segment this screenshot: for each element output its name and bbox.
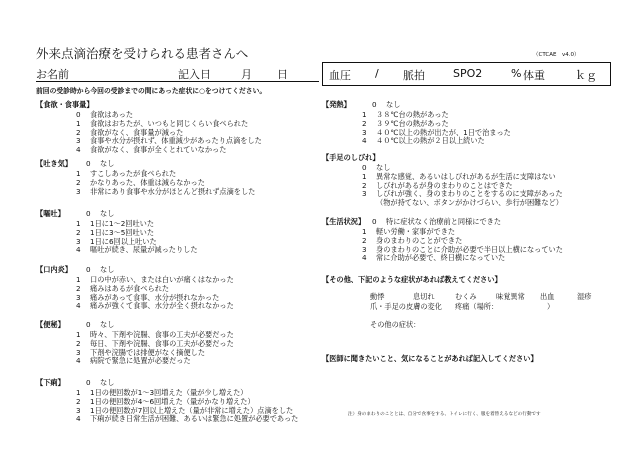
option-number: 2 bbox=[362, 235, 367, 245]
option-number: 2 bbox=[76, 127, 81, 137]
option-text: 身のまわりのことに介助が必要で半日以上横になっていた bbox=[376, 244, 563, 254]
option-row[interactable] bbox=[76, 245, 198, 255]
section-header: 【吐き気】 bbox=[36, 159, 72, 168]
vitals-box[interactable] bbox=[322, 62, 611, 86]
option-text: なし bbox=[100, 209, 115, 218]
section-header: 【口内炎】 bbox=[36, 265, 72, 274]
section-header: 【発熱】 bbox=[322, 100, 351, 109]
option-number: 1 bbox=[76, 330, 81, 339]
option-text: かなりあった、体重は減らなかった bbox=[90, 177, 205, 187]
option-text: なし bbox=[100, 159, 115, 168]
left-column bbox=[36, 100, 326, 424]
option-number: 0 bbox=[86, 378, 91, 387]
option-row[interactable] bbox=[86, 320, 114, 330]
option-number: 1 bbox=[362, 110, 367, 119]
option-number: 4 bbox=[76, 145, 81, 155]
option-row bbox=[362, 198, 563, 208]
option-text: 特に症状なく治療前と同様にできた bbox=[386, 217, 502, 226]
other-symptoms-header: 【その他、下記のような症状があれば教えてください】 bbox=[322, 275, 502, 284]
option-number: 2 bbox=[76, 283, 81, 293]
option-text: 食欲がなく、食事が全くとれていなかった bbox=[90, 145, 227, 155]
option-number: 1 bbox=[362, 171, 367, 181]
option-text: ４０℃以上の熱が出たが、1日で治まった bbox=[376, 127, 511, 137]
day-label: 日 bbox=[277, 68, 288, 81]
option-row[interactable] bbox=[372, 217, 501, 227]
option-row[interactable] bbox=[86, 159, 114, 169]
doctor-questions-header: 【医師に聞きたいこと、気になることがあれば記入してください】 bbox=[322, 354, 538, 363]
ctcae-version: （CTCAE v4.0） bbox=[533, 52, 580, 58]
option-row[interactable] bbox=[86, 265, 114, 275]
option-text: 下痢が続き日常生活が困難、あるいは緊急に処置が必要であった bbox=[90, 414, 299, 424]
option-number: 3 bbox=[362, 189, 367, 199]
option-text: ３９℃台の熱があった bbox=[376, 118, 449, 128]
section-header: 【生活状況】 bbox=[322, 217, 366, 226]
option-text: 痛みが強くて食事、水分が全く摂れなかった bbox=[90, 301, 234, 311]
option-number: 1 bbox=[76, 169, 81, 178]
option-text: 病院で緊急に処置が必要だった bbox=[90, 356, 191, 366]
option-number: 4 bbox=[76, 356, 81, 366]
other-symptoms-label[interactable]: その他の症状： bbox=[370, 320, 421, 329]
option-text: なし bbox=[100, 265, 115, 274]
option-number: 4 bbox=[76, 301, 81, 311]
option-text: 痛みがあって食事、水分が摂れなかった bbox=[90, 292, 220, 302]
option-text: しびれが強く、身のまわりのことをするのに支障があった bbox=[376, 189, 563, 199]
symptom-edema[interactable]: むくみ bbox=[455, 292, 477, 301]
option-number: 1 bbox=[76, 275, 81, 284]
date-label: 記入日 bbox=[178, 68, 211, 81]
option-number: 3 bbox=[76, 292, 81, 302]
symptom-nail-skin[interactable]: 爪・手足の皮膚の変化 bbox=[370, 302, 442, 311]
option-number: 0 bbox=[362, 163, 367, 172]
weight-unit: ｋｇ bbox=[575, 69, 597, 82]
option-text: 下剤や浣腸では排便がなく摘便した bbox=[90, 347, 206, 357]
option-text: 1日に6回以上吐いた bbox=[90, 236, 157, 246]
section-header: 【食欲・食事量】 bbox=[36, 100, 94, 109]
symptom-pain[interactable]: 疼痛（場所： bbox=[455, 302, 499, 311]
symptom-rash[interactable]: 湿疹 bbox=[577, 292, 592, 301]
option-row[interactable] bbox=[362, 253, 505, 263]
symptom-taste[interactable]: 味覚異常 bbox=[496, 292, 525, 301]
section-header: 【下痢】 bbox=[36, 378, 65, 387]
symptom-bleeding[interactable]: 出血 bbox=[540, 292, 555, 301]
option-number: 4 bbox=[362, 253, 367, 263]
option-number: 3 bbox=[362, 244, 367, 254]
option-number: 0 bbox=[86, 265, 91, 274]
option-number: 4 bbox=[76, 414, 81, 424]
option-number: 0 bbox=[86, 320, 91, 329]
option-text: 食欲はあった bbox=[90, 110, 134, 119]
option-number: 1 bbox=[76, 219, 81, 228]
bp-slash: / bbox=[375, 67, 379, 80]
footnote: 注）身のまわりのこととは、自分で食事をする、トイレに行く、服を着替えるなどの行動です bbox=[348, 412, 541, 417]
option-row[interactable] bbox=[76, 414, 298, 424]
name-date-bar bbox=[36, 63, 319, 82]
option-text: 1日に1～2回吐いた bbox=[90, 219, 155, 228]
option-row[interactable] bbox=[86, 378, 114, 388]
option-row[interactable] bbox=[76, 187, 255, 197]
month-label: 月 bbox=[241, 68, 252, 81]
option-number: 0 bbox=[86, 209, 91, 218]
option-number: 2 bbox=[76, 177, 81, 187]
option-number: 2 bbox=[76, 338, 81, 348]
option-number: 3 bbox=[76, 347, 81, 357]
option-row[interactable] bbox=[76, 145, 226, 155]
option-row[interactable] bbox=[362, 136, 485, 146]
instruction-text: 前回の受診時から今回の受診までの間にあった症状に○をつけてください。 bbox=[36, 87, 267, 95]
pulse-label: 脈拍 bbox=[403, 69, 425, 82]
option-text: ３８℃台の熱があった bbox=[376, 110, 449, 119]
option-row[interactable] bbox=[76, 301, 234, 311]
option-number: 3 bbox=[76, 236, 81, 246]
form-title: 外来点滴治療を受けられる患者さんへ bbox=[36, 46, 249, 61]
spo2-label: SPO2 bbox=[453, 67, 483, 80]
option-text: 口の中が赤い、または白いが痛くはなかった bbox=[90, 275, 234, 284]
section-header: 【嘔吐】 bbox=[36, 209, 65, 218]
option-number: 3 bbox=[362, 127, 367, 137]
option-text: 嘔吐が続き、尿量が減ったりした bbox=[90, 245, 198, 255]
option-text: 常に介助が必要で、終日横になっていた bbox=[376, 253, 506, 263]
option-text: なし bbox=[386, 100, 401, 109]
option-number: 0 bbox=[86, 159, 91, 168]
section-header: 【便秘】 bbox=[36, 320, 65, 329]
option-text: 1日の便回数が1～3回増えた（量が少し増えた） bbox=[90, 388, 248, 397]
option-number: 1 bbox=[362, 227, 367, 236]
option-text: すこしあったが食べられた bbox=[90, 169, 177, 178]
option-number: 4 bbox=[76, 245, 81, 255]
option-number: 2 bbox=[362, 180, 367, 190]
section-header: 【手足のしびれ】 bbox=[322, 153, 380, 162]
option-text: なし bbox=[376, 163, 391, 172]
pain-location-close: ） bbox=[547, 302, 555, 311]
option-text: 非常にあり食事や水分がほとんど摂れず点滴をした bbox=[90, 186, 256, 196]
name-label: お名前 bbox=[36, 68, 69, 81]
option-text: 軽い労働・家事ができた bbox=[376, 227, 456, 236]
option-text: ４０℃以上の熱が２日以上続いた bbox=[376, 136, 485, 146]
option-number: 1 bbox=[76, 118, 81, 128]
option-text: 食欲はおちたが、いつもと同じくらい食べられた bbox=[90, 118, 249, 128]
weight-label: 体重 bbox=[523, 69, 545, 82]
option-number: 4 bbox=[362, 136, 367, 146]
option-number: 0 bbox=[372, 100, 377, 109]
option-text: 時々、下剤や浣腸、食事の工夫が必要だった bbox=[90, 330, 234, 339]
spo2-percent: % bbox=[511, 67, 522, 80]
option-text: 1日に3～5回吐いた bbox=[90, 227, 155, 237]
option-row[interactable] bbox=[76, 356, 191, 366]
option-text: 1日の便回数が7回以上増えた（量が非常に増えた）点滴をした bbox=[90, 405, 294, 415]
option-number: 3 bbox=[76, 136, 81, 146]
option-number: 3 bbox=[76, 405, 81, 415]
option-text: （物が持てない、ボタンがかけづらい、歩行が困難など） bbox=[376, 198, 563, 208]
option-number: 3 bbox=[76, 186, 81, 196]
option-row[interactable] bbox=[86, 209, 114, 219]
option-number: 2 bbox=[362, 118, 367, 128]
option-number: 0 bbox=[372, 217, 377, 226]
bp-label: 血圧 bbox=[329, 69, 351, 82]
right-column bbox=[322, 100, 612, 263]
option-text: 痛みはあるが食べられた bbox=[90, 283, 170, 293]
option-text: 1日の便回数が4～6回増えた（量がかなり増えた） bbox=[90, 396, 255, 406]
option-text: 身のまわりのことができた bbox=[376, 235, 463, 245]
option-number: 2 bbox=[76, 227, 81, 237]
option-text: なし bbox=[100, 320, 115, 329]
option-text: 食事や水分が摂れず、体重減少があったり点滴をした bbox=[90, 136, 262, 146]
option-text: 異常な感覚、あるいはしびれがあるが生活に支障はない bbox=[376, 171, 556, 181]
option-number: 1 bbox=[76, 388, 81, 397]
option-number: 2 bbox=[76, 396, 81, 406]
option-text: 毎日、下剤や浣腸、食事の工夫が必要だった bbox=[90, 338, 234, 348]
option-text: 食欲がなく、食事量が減った bbox=[90, 127, 184, 137]
symptom-palpitation[interactable]: 動悸 bbox=[370, 292, 385, 301]
option-number: 0 bbox=[76, 110, 81, 119]
symptom-breathless[interactable]: 息切れ bbox=[413, 292, 435, 301]
option-text: しびれがあるが身のまわりのことはできた bbox=[376, 180, 513, 190]
option-text: なし bbox=[100, 378, 115, 387]
option-row[interactable] bbox=[372, 100, 400, 110]
